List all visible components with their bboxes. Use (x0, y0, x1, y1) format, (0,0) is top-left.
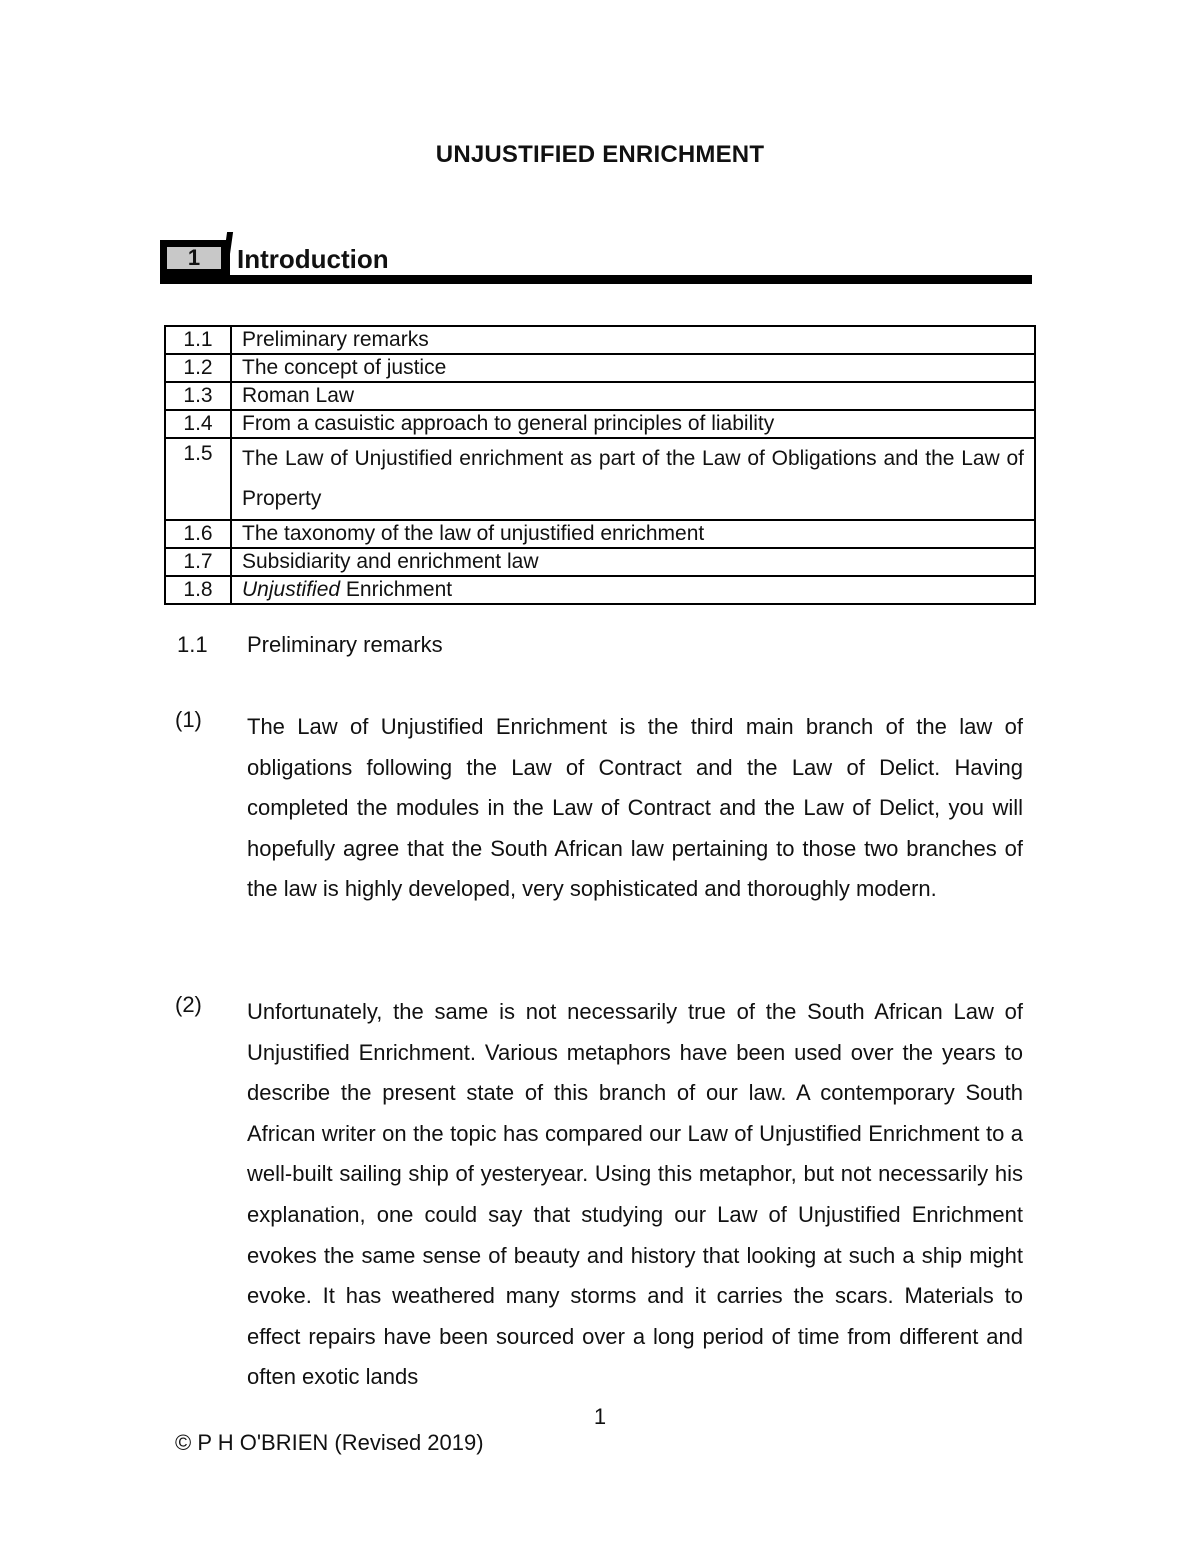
toc-text (231, 576, 1035, 604)
section-rule (160, 275, 1032, 284)
table-row (165, 354, 1035, 382)
paragraph (175, 992, 1023, 1398)
toc-number: 1.6 (165, 520, 231, 548)
paragraph (175, 707, 1023, 910)
document-title: UNJUSTIFIED ENRICHMENT (435, 141, 765, 168)
toc-text-rest: Enrichment (340, 578, 453, 601)
table-row (165, 520, 1035, 548)
toc-text: The taxonomy of the law of unjustified enrichment (231, 520, 1035, 548)
toc-text-italic: Unjustified (242, 578, 341, 601)
toc-number: 1.5 (165, 438, 231, 520)
page-number: 1 (593, 1404, 607, 1429)
toc-text: Roman Law (231, 382, 1035, 410)
paragraph-text: The Law of Unjustified Enrichment is the third main branch of the law of obligations following the Law of Contract and the Law of Delict. Having completed the modules in the Law of Contract and the Law of Delict, you will hopefully agree that the South African law pertaining to those two branches of the law is highly developed, very sophisticated and thoroughly modern. (247, 714, 1023, 902)
toc-number: 1.1 (165, 326, 231, 354)
subsection-heading (177, 632, 443, 658)
contents-table (164, 325, 1036, 605)
toc-number: 1.3 (165, 382, 231, 410)
table-row (165, 576, 1035, 604)
section-title: Introduction (237, 244, 389, 274)
toc-text: Subsidiarity and enrichment law (231, 548, 1035, 576)
table-row (165, 548, 1035, 576)
toc-text: Preliminary remarks (231, 326, 1035, 354)
copyright-footer: © P H O'BRIEN (Revised 2019) (175, 1430, 484, 1455)
paragraph-text: Unfortunately, the same is not necessarily true of the South African Law of Unjustified Enrichment. Various metaphors have been used over the years to describe the present state of this branch of our law. A contemporary South African writer on the topic has compared our Law of Unjustified Enrichment to a well-built sailing ship of yesteryear. Using this metaphor, but not necessarily his explanation, one could say that studying our Law of Unjustified Enrichment evokes the same sense of beauty and history that looking at such a ship might evoke. It has weathered many storms and it carries the scars. Materials to effect repairs have been sourced over a long period of time from different and often exotic lands (247, 999, 1023, 1390)
toc-number: 1.2 (165, 354, 231, 382)
section-number: 1 (167, 247, 221, 269)
subsection-title: Preliminary remarks (247, 632, 443, 657)
toc-text: The Law of Unjustified enrichment as part of the Law of Obligations and the Law of Property (231, 438, 1035, 520)
toc-text: From a casuistic approach to general principles of liability (231, 410, 1035, 438)
section-number-box (160, 240, 230, 276)
toc-number: 1.4 (165, 410, 231, 438)
toc-number: 1.8 (165, 576, 231, 604)
table-row (165, 410, 1035, 438)
table-row (165, 326, 1035, 354)
paragraph-number: (2) (175, 992, 202, 1017)
toc-text: The concept of justice (231, 354, 1035, 382)
table-row (165, 438, 1035, 520)
toc-number: 1.7 (165, 548, 231, 576)
table-row (165, 382, 1035, 410)
subsection-number: 1.1 (177, 632, 208, 657)
section-heading (160, 232, 1032, 284)
paragraph-number: (1) (175, 707, 202, 732)
